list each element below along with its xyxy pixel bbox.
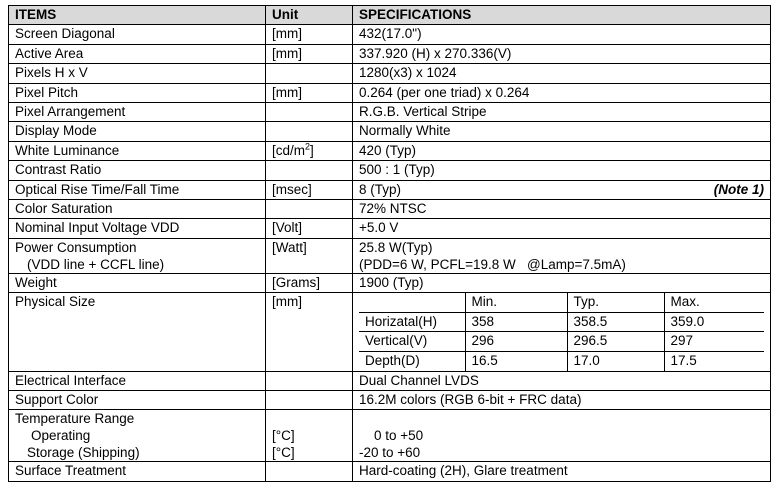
operating-spec: 0 to +50	[374, 428, 424, 444]
unit-cell	[266, 371, 353, 390]
header-items: ITEMS	[9, 6, 266, 25]
subtable-cell: 358.5	[567, 312, 664, 331]
unit-text-end: ]	[310, 142, 314, 158]
subtable-cell: 359.0	[664, 312, 764, 331]
operating-unit: [°C]	[272, 428, 295, 444]
subtable-header-row	[359, 293, 764, 312]
unit-cell	[266, 141, 353, 160]
unit-superscript: 2	[305, 141, 311, 152]
subtable-cell: 17.5	[664, 351, 764, 370]
item-cell: Weight	[9, 273, 266, 292]
subtable-cell: 296.5	[567, 332, 664, 351]
spec-cell: +5.0 V	[353, 219, 771, 238]
subtable-col-header: Typ.	[567, 293, 664, 312]
note-label: (Note 1)	[713, 181, 764, 197]
unit-cell: [mm]	[266, 293, 353, 372]
item-subtext: (VDD line + CCFL line)	[27, 256, 165, 272]
spec-cell: 16.2M colors (RGB 6-bit + FRC data)	[353, 391, 771, 410]
item-cell: Surface Treatment	[9, 462, 266, 481]
subtable-row-label: Depth(D)	[359, 351, 465, 370]
item-cell	[9, 238, 266, 273]
spec-cell	[353, 180, 771, 199]
storage-spec: -20 to +60	[359, 445, 421, 461]
table-row	[9, 293, 771, 372]
table-row	[9, 83, 771, 102]
item-cell: White Luminance	[9, 141, 266, 160]
item-cell: Electrical Interface	[9, 371, 266, 390]
item-text: Power Consumption	[15, 239, 137, 255]
spec-cell: 432(17.0")	[353, 25, 771, 44]
unit-cell: [Grams]	[266, 273, 353, 292]
unit-cell: [msec]	[266, 180, 353, 199]
unit-cell	[266, 102, 353, 121]
table-row	[9, 180, 771, 199]
spec-cell	[353, 293, 771, 372]
spec-cell: R.G.B. Vertical Stripe	[353, 102, 771, 121]
spec-text: 25.8 W(Typ)	[359, 239, 433, 255]
spec-cell: 420 (Typ)	[353, 141, 771, 160]
table-row	[9, 64, 771, 83]
table-row	[9, 391, 771, 410]
header-specifications: SPECIFICATIONS	[353, 6, 771, 25]
spec-cell: 337.920 (H) x 270.336(V)	[353, 44, 771, 63]
subtable-row	[359, 332, 764, 351]
item-cell: Screen Diagonal	[9, 25, 266, 44]
table-row	[9, 122, 771, 141]
table-row	[9, 141, 771, 160]
item-cell: Optical Rise Time/Fall Time	[9, 180, 266, 199]
item-cell: Contrast Ratio	[9, 161, 266, 180]
spec-cell: Normally White	[353, 122, 771, 141]
unit-cell	[266, 462, 353, 481]
subtable-cell: 16.5	[465, 351, 567, 370]
header-row	[9, 6, 771, 25]
unit-cell: [Volt]	[266, 219, 353, 238]
item-text: Temperature Range	[15, 411, 135, 427]
subtable-row-label: Vertical(V)	[359, 332, 465, 351]
table-row	[9, 161, 771, 180]
table-row	[9, 44, 771, 63]
item-cell: Active Area	[9, 44, 266, 63]
unit-text: [cd/m	[272, 142, 306, 158]
table-row	[9, 273, 771, 292]
subtable-col-header: Max.	[664, 293, 764, 312]
spec-cell: 500 : 1 (Typ)	[353, 161, 771, 180]
spec-cell: Hard-coating (2H), Glare treatment	[353, 462, 771, 481]
item-cell: Color Saturation	[9, 199, 266, 218]
spec-text: 8 (Typ)	[359, 181, 402, 197]
table-row	[9, 371, 771, 390]
item-cell: Pixel Pitch	[9, 83, 266, 102]
unit-cell	[266, 64, 353, 83]
table-row	[9, 410, 771, 462]
subtable-cell: 358	[465, 312, 567, 331]
subtable-col-header: Min.	[465, 293, 567, 312]
spec-table	[8, 5, 771, 482]
spec-cell: 1280(x3) x 1024	[353, 64, 771, 83]
unit-cell	[266, 410, 353, 462]
table-row	[9, 199, 771, 218]
unit-cell	[266, 391, 353, 410]
item-cell: Physical Size	[9, 293, 266, 372]
spec-cell: Dual Channel LVDS	[353, 371, 771, 390]
table-row	[9, 238, 771, 273]
unit-cell	[266, 122, 353, 141]
unit-cell: [Watt]	[266, 238, 353, 273]
item-cell: Pixel Arrangement	[9, 102, 266, 121]
subtable-corner	[359, 293, 465, 312]
unit-spacer	[272, 410, 346, 427]
unit-cell: [mm]	[266, 44, 353, 63]
spec-cell: 0.264 (per one triad) x 0.264	[353, 83, 771, 102]
item-cell: Support Color	[9, 391, 266, 410]
unit-cell: [mm]	[266, 83, 353, 102]
subtable-row-label: Horizatal(H)	[359, 312, 465, 331]
unit-cell	[266, 161, 353, 180]
subtable-cell: 17.0	[567, 351, 664, 370]
unit-cell: [mm]	[266, 25, 353, 44]
spec-cell	[353, 410, 771, 462]
spec-spacer	[359, 410, 764, 427]
physical-size-subtable	[359, 293, 764, 371]
table-row	[9, 25, 771, 44]
subtable-cell: 297	[664, 332, 764, 351]
table-row	[9, 219, 771, 238]
table-row	[9, 102, 771, 121]
storage-unit: [°C]	[272, 445, 295, 461]
spec-subtext: (PDD=6 W, PCFL=19.8 W @Lamp=7.5mA)	[359, 256, 626, 272]
header-unit: Unit	[266, 6, 353, 25]
item-cell: Nominal Input Voltage VDD	[9, 219, 266, 238]
operating-label: Operating	[31, 428, 91, 444]
subtable-row	[359, 312, 764, 331]
spec-cell: 1900 (Typ)	[353, 273, 771, 292]
spec-cell	[353, 238, 771, 273]
storage-label: Storage (Shipping)	[27, 445, 140, 461]
table-row	[9, 462, 771, 481]
item-cell	[9, 410, 266, 462]
spec-cell: 72% NTSC	[353, 199, 771, 218]
unit-cell	[266, 199, 353, 218]
item-cell: Pixels H x V	[9, 64, 266, 83]
subtable-cell: 296	[465, 332, 567, 351]
item-cell: Display Mode	[9, 122, 266, 141]
subtable-row	[359, 351, 764, 370]
